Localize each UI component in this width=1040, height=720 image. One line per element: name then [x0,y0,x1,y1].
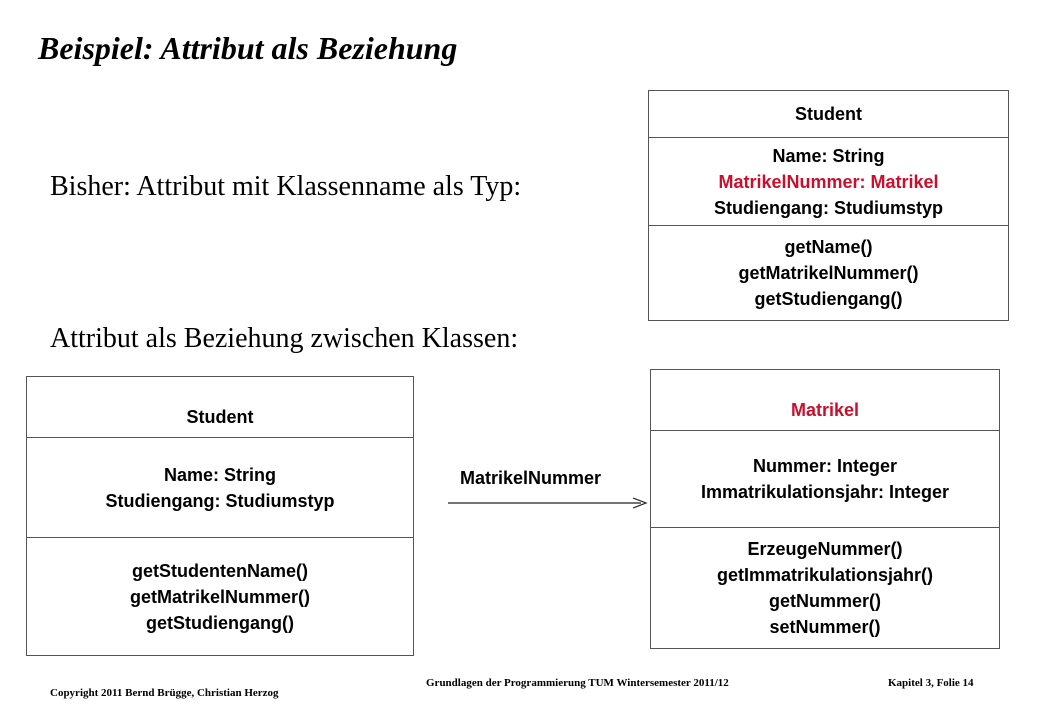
method-getstudiengang: getStudiengang() [754,289,903,309]
class-name: Matrikel [790,400,860,420]
method-getstudiengang: getStudiengang() [146,612,294,633]
attribute-immatrikulationsjahr: Immatrikulationsjahr: Integer [700,482,950,502]
footer-copyright: Copyright 2011 Bernd Brügge, Christian Herzog [50,687,279,699]
footer-slide-number: Kapitel 3, Folie 14 [888,677,974,689]
method-getmatrikelnummer: getMatrikelNummer() [129,586,311,607]
methods-section [649,225,1008,320]
class-student-top [648,90,1009,321]
attribute-name: Name: String [163,464,277,485]
class-name: Student [795,104,862,124]
methods-section [651,527,999,648]
method-getnummer: getNummer() [768,591,881,611]
slide-title: Beispiel: Attribut als Beziehung [38,30,458,66]
attributes-section [651,430,999,527]
method-getimmatrikulationsjahr: getImmatrikulationsjahr() [716,565,934,585]
footer-course: Grundlagen der Programmierung TUM Wintersemester 2011/12 [426,677,729,689]
text-attribute-as-relation: Attribut als Beziehung zwischen Klassen: [50,323,519,354]
method-erzeugenummer: ErzeugeNummer() [747,539,903,559]
class-name-section [651,370,999,430]
class-matrikel [650,369,1000,649]
attribute-studiengang: Studiengang: Studiumstyp [105,490,335,511]
attribute-nummer: Nummer: Integer [752,456,898,476]
method-getmatrikelnummer: getMatrikelNummer() [738,263,919,283]
attribute-matrikelnummer: MatrikelNummer: Matrikel [718,171,939,192]
attributes-section [649,137,1008,225]
attributes-section [27,437,413,537]
class-name: Student [186,407,254,427]
attribute-studiengang: Studiengang: Studiumstyp [714,197,943,218]
method-getname: getName() [784,237,873,257]
method-setnummer: setNummer() [769,617,881,637]
text-attribute-as-type: Bisher: Attribut mit Klassenname als Typ: [50,171,522,202]
method-getstudentenname: getStudentenName() [131,560,308,581]
association-label: MatrikelNummer [460,468,602,488]
arrowhead-icon [633,498,646,508]
class-student [26,376,414,656]
attribute-name: Name: String [772,145,885,166]
class-name-section [649,91,1008,137]
class-name-section [27,377,413,437]
methods-section [27,537,413,655]
